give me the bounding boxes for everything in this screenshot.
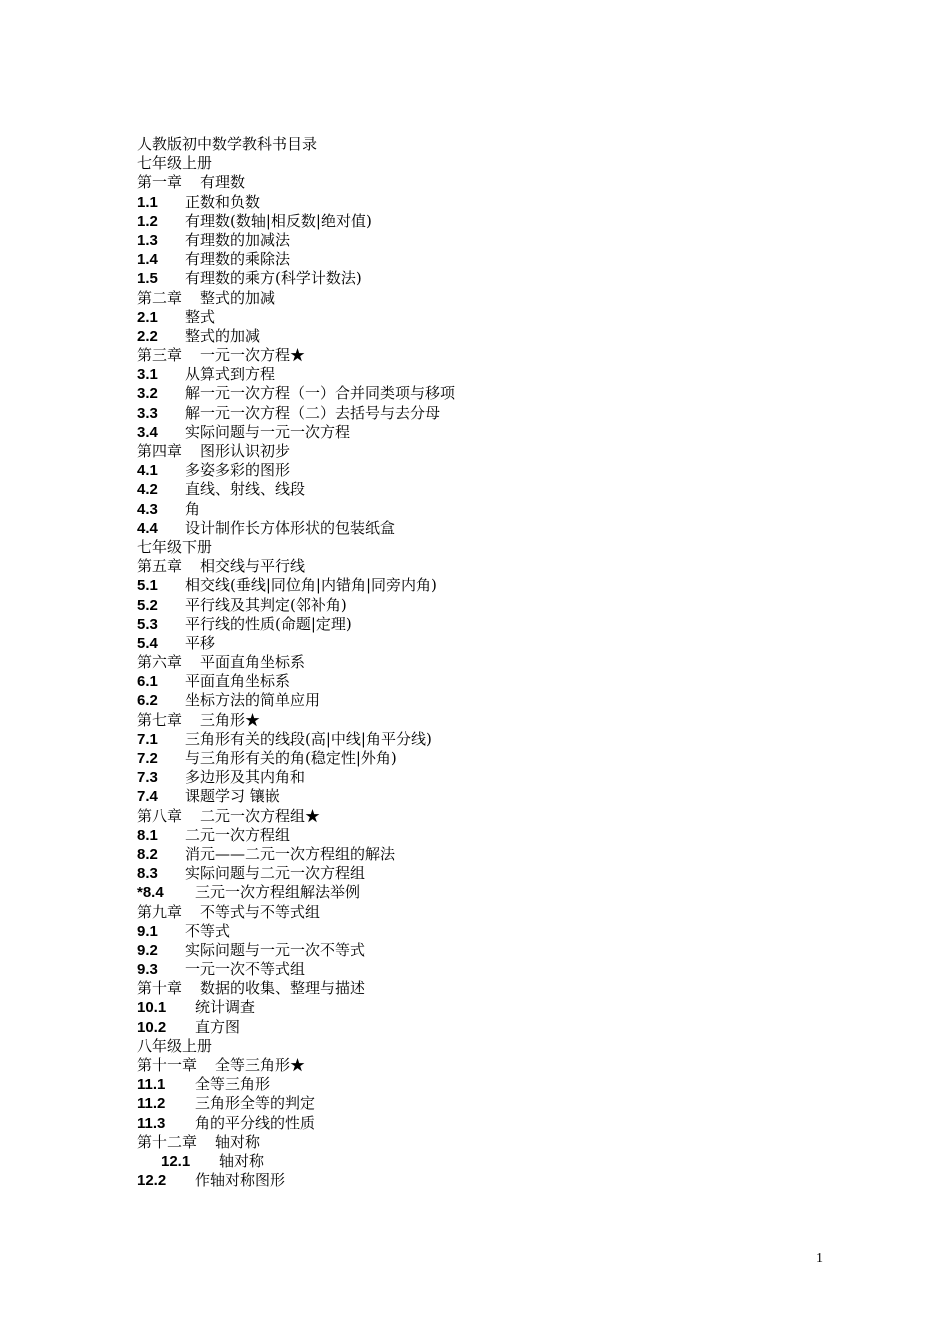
section-number: 7.1 (137, 730, 158, 748)
section-title: 实际问题与一元一次不等式 (185, 940, 366, 959)
section-title: 实际问题与二元一次方程组 (185, 864, 366, 883)
section-number: 1.1 (137, 193, 158, 211)
section-entry (137, 787, 917, 806)
section-title: 整式 (185, 307, 216, 326)
section-title: 作轴对称图形 (195, 1171, 286, 1190)
section-entry (137, 634, 917, 653)
section-entry (137, 308, 917, 327)
chapter-label: 第五章 (137, 557, 183, 576)
section-title: 有理数的乘除法 (185, 250, 291, 269)
section-entry (137, 672, 917, 691)
chapter-title: 一元一次方程★ (200, 346, 306, 365)
section-title: 统计调查 (195, 998, 256, 1017)
section-title: 轴对称 (219, 1151, 265, 1170)
section-title: 三元一次方程组解法举例 (195, 883, 361, 902)
chapter-heading (137, 346, 917, 365)
chapter-heading (137, 1056, 917, 1075)
section-number: 1.5 (137, 270, 158, 288)
section-title: 不等式 (185, 921, 231, 940)
section-number: 9.2 (137, 941, 158, 959)
section-entry (137, 883, 917, 902)
section-title: 多姿多彩的图形 (185, 461, 291, 480)
chapter-label: 第二章 (137, 288, 183, 307)
section-number: 3.4 (137, 423, 158, 441)
section-number: 2.1 (137, 308, 158, 326)
section-number: 9.3 (137, 961, 158, 979)
chapter-heading (137, 442, 917, 461)
section-title: 解一元一次方程（一）合并同类项与移项 (185, 384, 456, 403)
section-title: 与三角形有关的角(稳定性|外角) (185, 749, 397, 767)
section-entry (137, 749, 917, 768)
toc-list (137, 154, 917, 1190)
section-title: 从算式到方程 (185, 365, 276, 384)
chapter-label: 第三章 (137, 346, 183, 365)
section-number: 1.2 (137, 212, 158, 230)
section-number: 11.2 (137, 1095, 166, 1113)
section-entry (137, 500, 917, 519)
chapter-title: 有理数 (200, 173, 246, 192)
section-number: 10.1 (137, 999, 167, 1017)
section-entry (137, 576, 917, 595)
chapter-label: 第一章 (137, 173, 183, 192)
section-title: 平移 (185, 633, 216, 652)
section-number: 8.1 (137, 826, 158, 844)
chapter-heading (137, 1133, 917, 1152)
section-entry (137, 231, 917, 250)
section-number: 3.2 (137, 385, 158, 403)
section-title: 平行线的性质(命题|定理) (185, 614, 352, 633)
chapter-title: 三角形★ (200, 710, 261, 729)
section-title: 直方图 (195, 1017, 241, 1036)
toc-document (137, 135, 917, 1190)
section-title: 消元——二元一次方程组的解法 (185, 844, 396, 863)
chapter-label: 第九章 (137, 902, 183, 921)
section-title: 有理数的加减法 (185, 230, 291, 249)
section-title: 课题学习 镶嵌 (185, 787, 280, 806)
section-entry (137, 269, 917, 288)
section-title: 三角形有关的线段(高|中线|角平分线) (185, 729, 432, 748)
chapter-title: 整式的加减 (200, 288, 276, 307)
section-entry (137, 365, 917, 384)
section-title: 多边形及其内角和 (185, 768, 306, 787)
section-number: 5.3 (137, 615, 158, 633)
section-entry (137, 845, 917, 864)
section-number: 3.3 (137, 404, 158, 422)
section-number: *8.4 (137, 884, 164, 902)
section-number: 5.2 (137, 596, 158, 614)
section-title: 平面直角坐标系 (185, 672, 291, 691)
section-title: 有理数(数轴|相反数|绝对值) (185, 211, 372, 230)
section-title: 相交线(垂线|同位角|内错角|同旁内角) (185, 576, 437, 595)
section-entry (137, 596, 917, 615)
chapter-heading (137, 557, 917, 576)
chapter-heading (137, 289, 917, 308)
section-number: 9.1 (137, 922, 158, 940)
chapter-heading (137, 807, 917, 826)
section-title: 三角形全等的判定 (195, 1094, 316, 1113)
section-title: 坐标方法的简单应用 (185, 691, 321, 710)
section-number: 4.3 (137, 500, 158, 518)
chapter-label: 第七章 (137, 710, 183, 729)
chapter-title: 二元一次方程组★ (200, 806, 321, 825)
chapter-title: 数据的收集、整理与描述 (200, 979, 366, 998)
section-number: 5.4 (137, 634, 158, 652)
chapter-label: 第十章 (137, 979, 183, 998)
section-entry (137, 404, 917, 423)
page-number: 1 (816, 1251, 823, 1266)
grade-heading: 八年级上册 (137, 1036, 213, 1055)
section-entry (137, 768, 917, 787)
section-entry (137, 212, 917, 231)
section-entry (137, 250, 917, 269)
chapter-title: 平面直角坐标系 (200, 653, 306, 672)
chapter-label: 第八章 (137, 806, 183, 825)
section-entry (137, 998, 917, 1017)
chapter-label: 第六章 (137, 653, 183, 672)
section-entry (137, 384, 917, 403)
section-entry (137, 1171, 917, 1190)
section-number: 12.2 (137, 1172, 167, 1190)
section-entry (137, 941, 917, 960)
section-entry (137, 864, 917, 883)
section-number: 5.1 (137, 577, 158, 595)
section-title: 整式的加减 (185, 326, 261, 345)
section-number: 3.1 (137, 366, 158, 384)
chapter-title: 轴对称 (215, 1132, 261, 1151)
section-number: 10.2 (137, 1018, 167, 1036)
section-number: 4.4 (137, 519, 158, 537)
section-number: 4.2 (137, 481, 158, 499)
chapter-label: 第十二章 (137, 1132, 198, 1151)
chapter-heading (137, 711, 917, 730)
section-entry (137, 826, 917, 845)
section-entry (137, 461, 917, 480)
document-title: 人教版初中数学教科书目录 (137, 135, 318, 153)
section-entry (137, 1152, 917, 1171)
chapter-heading (137, 979, 917, 998)
chapter-label: 第四章 (137, 442, 183, 460)
chapter-title: 不等式与不等式组 (200, 902, 321, 921)
section-title: 设计制作长方体形状的包装纸盒 (185, 518, 396, 537)
grade-heading: 七年级下册 (137, 537, 213, 556)
section-title: 平行线及其判定(邻补角) (185, 595, 347, 614)
chapter-title: 相交线与平行线 (200, 557, 306, 576)
section-entry (137, 691, 917, 710)
section-title: 角 (185, 499, 201, 518)
section-title: 二元一次方程组 (185, 825, 291, 844)
section-title: 角的平分线的性质 (195, 1113, 316, 1132)
chapter-heading (137, 653, 917, 672)
section-number: 12.1 (161, 1152, 191, 1170)
section-entry (137, 1075, 917, 1094)
chapter-heading (137, 903, 917, 922)
section-title: 解一元一次方程（二）去括号与去分母 (185, 403, 441, 422)
section-number: 11.1 (137, 1076, 166, 1094)
section-entry (137, 423, 917, 442)
section-number: 7.3 (137, 769, 158, 787)
section-number: 6.2 (137, 692, 158, 710)
section-title: 有理数的乘方(科学计数法) (185, 269, 362, 288)
section-number: 8.3 (137, 865, 158, 883)
section-number: 1.3 (137, 231, 158, 249)
chapter-heading (137, 173, 917, 192)
section-number: 7.2 (137, 750, 158, 767)
chapter-label: 第十一章 (137, 1056, 198, 1074)
section-entry (137, 480, 917, 499)
section-number: 1.4 (137, 251, 158, 269)
section-title: 直线、射线、线段 (185, 480, 306, 499)
section-title: 实际问题与一元一次方程 (185, 422, 351, 441)
grade-heading: 七年级上册 (137, 154, 213, 173)
chapter-title: 图形认识初步 (200, 442, 291, 460)
section-entry (137, 960, 917, 979)
section-number: 8.2 (137, 845, 158, 863)
section-entry (137, 922, 917, 941)
section-entry (137, 1018, 917, 1037)
section-title: 正数和负数 (185, 192, 261, 211)
section-entry (137, 1114, 917, 1133)
section-entry (137, 327, 917, 346)
section-number: 7.4 (137, 788, 158, 806)
section-entry (137, 730, 917, 749)
section-number: 2.2 (137, 327, 158, 345)
section-title: 全等三角形 (195, 1075, 271, 1094)
section-number: 4.1 (137, 462, 158, 480)
section-entry (137, 519, 917, 538)
section-title: 一元一次不等式组 (185, 960, 306, 979)
section-entry (137, 615, 917, 634)
section-number: 6.1 (137, 673, 158, 691)
section-entry (137, 1094, 917, 1113)
section-number: 11.3 (137, 1114, 166, 1132)
section-entry (137, 193, 917, 212)
chapter-title: 全等三角形★ (215, 1056, 306, 1074)
